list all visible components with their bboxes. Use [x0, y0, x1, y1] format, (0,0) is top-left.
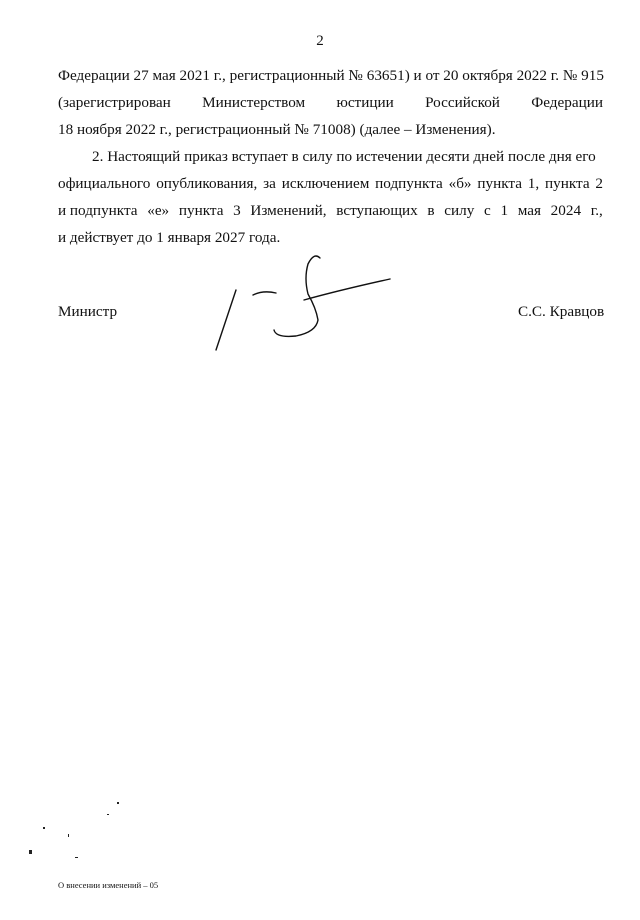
- scan-speck: [43, 827, 45, 829]
- word: Российской: [425, 94, 500, 111]
- footer-note: О внесении изменений – 05: [58, 880, 159, 890]
- scan-speck: [68, 834, 69, 837]
- scan-speck: [117, 802, 119, 804]
- signature-stroke: [216, 290, 236, 350]
- handwritten-signature: [200, 250, 400, 360]
- para1-line3: 18 ноября 2022 г., регистрационный № 71008) (далее – Изменения).: [58, 121, 496, 138]
- word: 1,: [527, 175, 540, 192]
- word: 3: [233, 202, 241, 219]
- scan-speck: [107, 814, 109, 815]
- word: «б»: [448, 175, 472, 192]
- word: силу: [444, 202, 475, 219]
- word: 1: [500, 202, 509, 219]
- para2-line2: [58, 174, 603, 194]
- word: и подпункта: [58, 202, 138, 219]
- para2-line3: [58, 201, 603, 221]
- word: г.,: [590, 202, 603, 219]
- word: 2: [595, 175, 603, 192]
- word: пункта: [477, 175, 522, 192]
- word: исключением: [281, 175, 370, 192]
- word: с: [484, 202, 491, 219]
- para1-line2: [58, 93, 603, 113]
- word: пункта: [544, 175, 590, 192]
- word: пункта: [178, 202, 224, 219]
- para2-line1: 2. Настоящий приказ вступает в силу по истечении десяти дней после дня его: [92, 148, 596, 165]
- word: опубликования,: [156, 175, 258, 192]
- word: подпункта: [375, 175, 443, 192]
- word: за: [263, 175, 276, 192]
- para1-line1: Федерации 27 мая 2021 г., регистрационный № 63651) и от 20 октября 2022 г. № 915: [58, 67, 604, 84]
- word: Федерации: [531, 94, 603, 111]
- word: (зарегистрирован: [58, 94, 171, 111]
- scan-speck: [29, 850, 32, 854]
- signature-stroke: [274, 256, 320, 336]
- word: Министерством: [202, 94, 306, 111]
- word: Изменений,: [250, 202, 327, 219]
- word: юстиции: [336, 94, 394, 111]
- signature-stroke: [253, 292, 276, 295]
- scan-speck: [75, 857, 78, 858]
- word: «е»: [147, 202, 170, 219]
- signatory-name: С.С. Кравцов: [518, 303, 605, 320]
- page-number: 2: [316, 33, 324, 49]
- signature-stroke: [304, 279, 390, 300]
- para2-line4: и действует до 1 января 2027 года.: [58, 229, 281, 246]
- word: официального: [58, 175, 151, 192]
- word: вступающих: [336, 202, 418, 219]
- word: 2024: [550, 202, 582, 219]
- word: мая: [517, 202, 541, 219]
- word: в: [427, 202, 435, 219]
- signatory-title: Министр: [58, 303, 118, 320]
